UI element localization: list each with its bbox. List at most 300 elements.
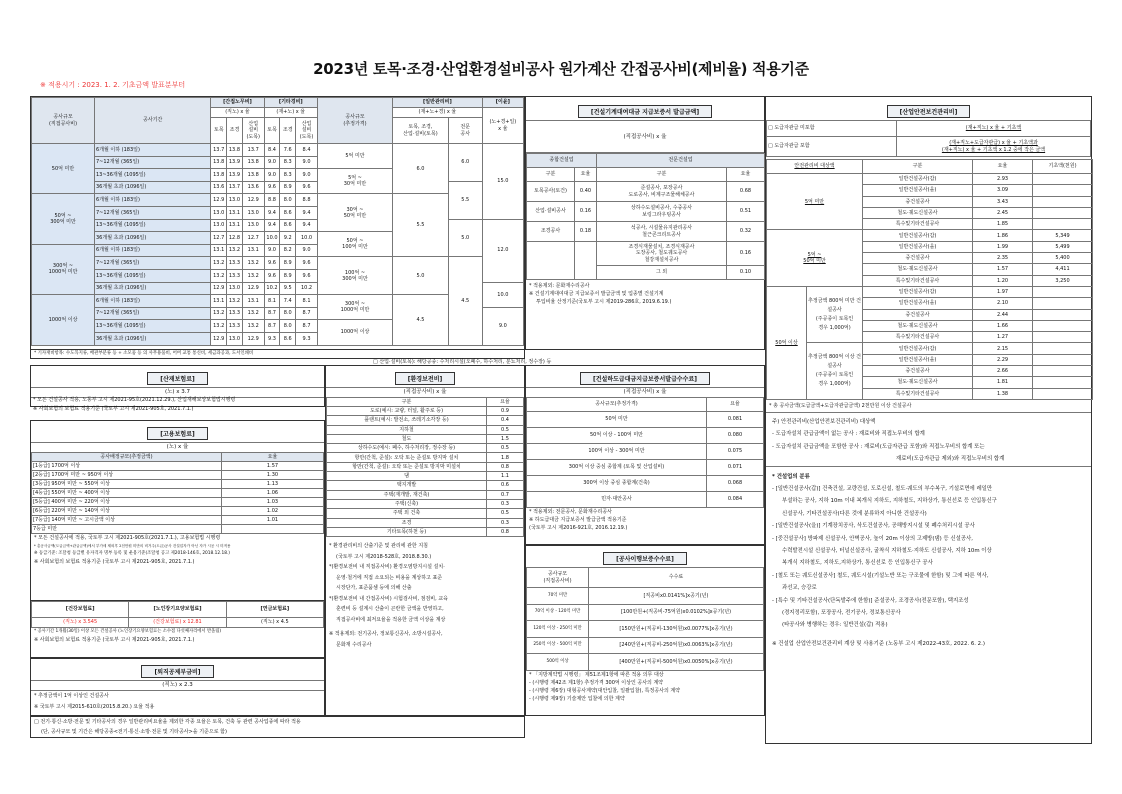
scale-cell: 민자·대안공사 <box>527 492 707 508</box>
special-rate: 5.5 <box>448 181 482 219</box>
sanjae-formula: (노) x 3.7 <box>31 387 324 398</box>
env-note: 훈련비 등 설계시 산출이 곤란한 금액을 반영하고, <box>336 606 444 613</box>
general-rate: 5.5 <box>393 194 449 257</box>
rate-header: 요율 <box>575 168 597 182</box>
environment-section <box>325 365 525 716</box>
sub-target-cell: 추정금액 800억 이상 건설공사 (주공종이 토목인 경우 1,000억) <box>807 343 863 399</box>
rate-value: 12.9 <box>211 282 227 295</box>
subcontract-row <box>527 492 764 508</box>
rate-value: 8.3 <box>280 156 296 169</box>
col-general-civil: 토목, 조경, 산업·설비(토목) <box>393 118 449 144</box>
env-title: [환경보전비] <box>395 372 455 385</box>
equipment-rate-table <box>526 153 765 280</box>
retire-title: [퇴직공제부금비] <box>141 665 213 678</box>
subcon-rate-header: 요율 <box>707 398 764 412</box>
classification-list <box>766 483 1091 632</box>
env-note: 시장단가, 표준품셈 등에 의해 산출 <box>336 585 412 592</box>
gubun-header: 구분 <box>527 168 575 182</box>
target-cell: 50억 이상 <box>767 286 807 399</box>
scale-cell: 100억 이상 - 300억 미만 <box>527 444 707 460</box>
col-civil-2: 토목 <box>264 118 280 144</box>
rate-value: 13.6 <box>211 181 227 194</box>
period-cell: 6개월 이하 (183일) <box>95 244 211 257</box>
fee-cell: [직공비x0.0141%]x공기(년) <box>589 588 764 605</box>
rate-value: 13.6 <box>242 181 264 194</box>
rate-value: 13.2 <box>242 257 264 270</box>
employment-row <box>32 507 324 516</box>
rate-header-2: 요율 <box>727 168 765 182</box>
rate-cell: 0.071 <box>707 460 764 476</box>
rate-value: 13.8 <box>211 169 227 182</box>
classification-line: (경지정리포함), 포장공사, 전기공사, 정보통신공사 <box>782 610 901 617</box>
classification-line: 복개식 지하철도, 지하도,지하상가, 통신선로 등 인입통신구 공사 <box>782 560 933 567</box>
pension-formula: (직노) x 4.5 <box>226 618 323 628</box>
base-cell: 4,411 <box>1033 264 1093 275</box>
equipment-title: [건설기계대여대금 지급보증서 발급금액] <box>526 97 764 121</box>
rate-value: 12.9 <box>242 282 264 295</box>
rate-value: 9.0 <box>264 244 280 257</box>
rate-value: 8.7 <box>296 307 318 320</box>
perf-fee-header: 수수료 <box>589 568 764 588</box>
rate-cell: 2.44 <box>973 309 1033 320</box>
rate-value: 8.9 <box>280 269 296 282</box>
base-cell <box>1033 343 1093 354</box>
rate-value: 12.7 <box>242 232 264 245</box>
rate-value: 8.0 <box>280 320 296 333</box>
rate-value: 9.6 <box>264 269 280 282</box>
rate-cell: 1.02 <box>222 507 324 516</box>
rate-value: 10.0 <box>296 232 318 245</box>
env-type: 상하수도(예시: 폐수, 하수처리장, 정수장 등) <box>327 444 487 453</box>
target-cell: 5억 ~ 50억 미만 <box>767 230 863 286</box>
type-cell: 특수및기타건설공사 <box>863 275 973 286</box>
general-rate: 6.0 <box>393 144 449 194</box>
safety-para-1: 주) 안전관리비(산업안전보건관리비) 대상액 <box>772 418 876 425</box>
safety-formula-table <box>766 120 1091 157</box>
special-rate: 4.5 <box>448 257 482 345</box>
rate-value: 13.0 <box>242 219 264 232</box>
rate-value: 13.2 <box>227 244 243 257</box>
rate-value: 13.0 <box>227 282 243 295</box>
rate-value: 8.6 <box>280 332 296 345</box>
employment-row <box>32 462 324 471</box>
scale-cell: 50억 미만 <box>32 144 95 194</box>
rate-value: 9.4 <box>296 219 318 232</box>
env-row <box>327 509 524 518</box>
period-header: 공사기간 <box>95 98 211 144</box>
safety-para-3: - 도급자설치 관급금액을 포함한 공사 : 재료비(도급자관급 포함)와 직접노무비의 합계 또는 <box>772 443 985 450</box>
rate-cell: 2.93 <box>973 174 1033 185</box>
target-cell: 5억 미만 <box>767 174 863 230</box>
env-type: 댐 <box>327 472 487 481</box>
rate-value: 13.0 <box>211 206 227 219</box>
env-rate: 0.3 <box>487 518 524 527</box>
profit-rate: 15.0 <box>482 144 523 220</box>
type-cell: 철도·궤도신설공사 <box>863 320 973 331</box>
rate-value: 10.0 <box>264 232 280 245</box>
grade-cell: 7등급 미만 <box>32 525 222 534</box>
goyong-title: [고용보험료] <box>147 427 207 440</box>
general-formula: (재+노+경) x 율 <box>393 108 483 118</box>
env-note: * 환경관리비의 산출기준 및 관리에 관한 지침 <box>329 543 428 550</box>
rate-value: 13.3 <box>227 257 243 270</box>
rate-value: 7.4 <box>280 295 296 308</box>
ltc-formula: (건강보험료) x 12.81 <box>129 618 226 628</box>
rate-value: 9.3 <box>264 332 280 345</box>
environment-rate-table <box>326 397 524 537</box>
rate-value: 13.2 <box>211 257 227 270</box>
env-note: *(환경보전비 내 간접공사비) 시험검사비, 점검비, 교육 <box>329 595 448 602</box>
env-rate: 0.9 <box>487 407 524 416</box>
rate-value: 8.1 <box>264 295 280 308</box>
perf-title: [공사이행보증수수료] <box>603 552 687 565</box>
rate-value: 13.0 <box>211 219 227 232</box>
rate-cell: 1.99 <box>973 241 1033 252</box>
bottom-note-1: □ 전기·통신·소방·전문 및 기타공사의 경우 일반관리비요율을 제외한 각종 요율은 토목, 건축 등 관련 공사업종에 따라 적용 <box>34 719 301 725</box>
profit-header: [이윤] <box>482 98 523 108</box>
sub-target-cell: 추정금액 800억 미만 건설공사 (주공종이 토목인 경우 1,000억) <box>807 286 863 342</box>
general-rate: 4.5 <box>393 295 449 345</box>
sanjae-note-2: ※ 사회보험의 보험료 적용기준 (국토부 고시 제2021-905호, 2021.7.1.) <box>33 406 194 412</box>
retire-note-2: ※ 국토부 고시 제2015-610호(2015.8.20.) 요율 적용 <box>34 704 155 710</box>
rate-cell: 1.20 <box>973 275 1033 286</box>
rate-value: 10.2 <box>264 282 280 295</box>
rate-value: 9.4 <box>264 219 280 232</box>
spec-rate: 0.16 <box>727 242 765 266</box>
rate-value: 9.0 <box>264 156 280 169</box>
period-cell: 36개월 초과 (1096일) <box>95 181 211 194</box>
rate-value: 13.8 <box>227 144 243 157</box>
fee-cell: [100만원+(직공비-75억원)x0.0102%]x공기(년) <box>589 604 764 621</box>
period-cell: 6개월 이하 (183일) <box>95 144 211 157</box>
env-type: 지하철 <box>327 425 487 434</box>
classification-line: 신설공사, 기타건설공사(다른 것에 분류하지 아니한 건설공사) <box>782 510 927 517</box>
rate-value: 12.7 <box>211 232 227 245</box>
rate-value: 12.9 <box>211 194 227 207</box>
env-type: 항만(간척, 준설): 오탁 또는 준설토 방지막 미설치 <box>327 462 487 471</box>
main-note-2: □ 산업·설비(토목): 해당공종: 수처리시설(오폐수, 하수처리, 분뇨처리, 정수장) 등 <box>373 359 552 365</box>
health-table <box>31 601 324 628</box>
rate-value: 8.0 <box>280 307 296 320</box>
rate-value: 13.0 <box>227 332 243 345</box>
goyong-rate-header: 요율 <box>222 453 324 462</box>
grade-cell: [4등급] 550억 미만 ~ 400억 이상 <box>32 489 222 498</box>
subcontract-guarantee-section <box>525 365 765 545</box>
rate-value: 9.0 <box>296 244 318 257</box>
rate-value: 9.5 <box>280 282 296 295</box>
health-formula: (직노) x 3.545 <box>32 618 129 628</box>
rate-cell: 1.38 <box>973 388 1033 399</box>
main-rate-table <box>30 96 525 350</box>
rate-value: 13.3 <box>227 320 243 333</box>
rate-value: 13.2 <box>227 295 243 308</box>
scale-cell: 300억 이상 중심 종합계(건축) <box>527 476 707 492</box>
rate-value: 13.3 <box>227 307 243 320</box>
goyong-formula: (노) x 율 <box>31 442 324 452</box>
rate-value: 13.8 <box>242 169 264 182</box>
scale-cell: 500억 이상 <box>527 654 589 671</box>
safety-note: * 총 공사금액(도급금액+도급자관급금액) 2천만원 이상 건설공사 <box>766 400 1091 413</box>
scale2-cell: 1000억 이상 <box>317 320 392 345</box>
env-row <box>327 425 524 434</box>
rate-value: 13.9 <box>227 156 243 169</box>
perf-row <box>527 654 764 671</box>
subcontract-row <box>527 412 764 428</box>
performance-bond-section <box>525 545 765 716</box>
employment-rate-table <box>31 452 324 534</box>
rate-cell: 1.57 <box>973 264 1033 275</box>
rate-cell: 0.080 <box>707 428 764 444</box>
env-rate: 0.4 <box>487 416 524 425</box>
type-cell: 일반건설공사(을) <box>863 241 973 252</box>
scale-cell: 70억 이상 - 120억 미만 <box>527 604 589 621</box>
safety-row <box>767 174 1093 185</box>
type-cell: 일반건설공사(갑) <box>863 174 973 185</box>
rate-value: 9.0 <box>296 169 318 182</box>
employment-row <box>32 525 324 534</box>
rate-row <box>32 144 524 157</box>
perf-note-2: - (시행령 제42조 제1항) 추정가격 300억 이상인 공사의 계약 <box>529 679 664 686</box>
rate-value: 13.2 <box>242 307 264 320</box>
special-rate: 6.0 <box>448 144 482 182</box>
env-rate: 0.6 <box>487 481 524 490</box>
subcon-note-1: * 적용제외: 전문공사, 문화재수리공사 <box>529 509 612 515</box>
safety-para-4: 재료비(도급자관급 제외)와 직접노무비의 합계 <box>766 453 1091 466</box>
type-cell: 일반건설공사(갑) <box>863 230 973 241</box>
env-type: 택지개발 <box>327 481 487 490</box>
env-row <box>327 453 524 462</box>
classification-line: - [중건설공사] 방파제 신설공사, 안벽공사, 높이 20m 이상의 고제방(댐) 등 신설공사, <box>772 535 973 542</box>
scale-cell: 50억 이상 - 100억 미만 <box>527 428 707 444</box>
other-formula: (재+노) x 율 <box>264 108 317 118</box>
indirect-cost-table <box>31 97 524 346</box>
col-general-special: 전문 공사 <box>448 118 482 144</box>
scale-cell: 300억 ~ 1000억 미만 <box>32 244 95 294</box>
env-rate: 1.1 <box>487 472 524 481</box>
type-cell: 특수및기타건설공사 <box>863 332 973 343</box>
ltc-title: [노인장기요양보험료] <box>129 602 226 618</box>
col-civil: 토목 <box>211 118 227 144</box>
gen-empty <box>527 242 575 280</box>
performance-fee-table <box>526 567 764 671</box>
col-industrial-2: 산업 설비 (도목) <box>296 118 318 144</box>
target-header: 안전관리비 대상액 <box>767 160 863 174</box>
classification-line: 수력발전시설 신설공사, 터널신설공사, 굴착식 지하철도·지하도 신설공사, 지하 10m 이상 <box>782 548 992 554</box>
spec-type: 준설공사, 포장공사 도로공사, 비계구조물해체공사 <box>597 182 727 202</box>
type-cell: 일반건설공사(을) <box>863 298 973 309</box>
rate-row <box>32 257 524 270</box>
rate-cell: 2.35 <box>973 253 1033 264</box>
rate-cell: 1.86 <box>973 230 1033 241</box>
grade-cell: [6등급] 220억 미만 ~ 140억 이상 <box>32 507 222 516</box>
bottom-note-2: (단, 공사규모 및 기간은 해당공종<전기·통신·소방·전문 및 기타공사>을 기준으로 함) <box>41 729 227 735</box>
goyong-note-1: * 모든 건설공사에 적용, 국토부 고시 제2021-905호(2021.7.1.), 고용보험법 시행령 <box>34 535 221 541</box>
rate-value: 13.7 <box>227 181 243 194</box>
goyong-note-2: * 총공사금액(도급금액+관급금액)에서 부가세 제외후 2천만원 미만의 비거주(도급)공사 건설업자가 아닌 자가 시공 시 미적용 <box>34 544 231 548</box>
period-cell: 6개월 이하 (183일) <box>95 295 211 308</box>
base-cell: 5,400 <box>1033 253 1093 264</box>
env-rate: 0.8 <box>487 462 524 471</box>
employment-row <box>32 498 324 507</box>
rate-cell: 1.85 <box>973 219 1033 230</box>
period-cell: 7~12개월 (365일) <box>95 307 211 320</box>
rate-value: 13.3 <box>227 269 243 282</box>
goyong-note-3: ※ 등급기준: 조달청 등급별 유자격자 명부 등록 및 운용기준(조달청 공고 제2018-146호, 2018.12.18.) <box>34 551 230 556</box>
base-cell <box>1033 320 1093 331</box>
rate-value: 8.3 <box>280 169 296 182</box>
env-rate: 1.8 <box>487 453 524 462</box>
gen-rate: 0.40 <box>575 182 597 202</box>
profit-formula: (노+경+일) x 율 <box>482 108 523 144</box>
period-cell: 7~12개월 (365일) <box>95 206 211 219</box>
subcon-formula: (직접공사비) x 율 <box>526 387 764 397</box>
rate-value: 8.6 <box>280 219 296 232</box>
rate-value: 8.7 <box>264 320 280 333</box>
rate-value: 13.0 <box>227 194 243 207</box>
rate-value: 13.8 <box>242 156 264 169</box>
scale-cell: 50억 미만 <box>527 412 707 428</box>
rate-value: 8.9 <box>280 257 296 270</box>
type-cell: 철도·궤도신설공사 <box>863 264 973 275</box>
rate-value: 13.1 <box>227 206 243 219</box>
env-rate: 0.5 <box>487 509 524 518</box>
health-title: [건강보험료] <box>32 602 129 618</box>
rate-value: 8.7 <box>264 307 280 320</box>
rate-value: 13.8 <box>211 156 227 169</box>
period-cell: 13~36개월 (1095일) <box>95 320 211 333</box>
rate-value: 9.0 <box>296 156 318 169</box>
rate-value: 13.1 <box>227 219 243 232</box>
rate-value: 13.1 <box>211 295 227 308</box>
rate-value: 13.2 <box>242 320 264 333</box>
subcon-title: [건설하도급대금지급보증서발급수수료] <box>580 372 710 385</box>
type-cell: 철도·궤도신설공사 <box>863 377 973 388</box>
rate-value: 9.6 <box>296 181 318 194</box>
env-row <box>327 462 524 471</box>
scale-cell: 50억 ~ 300억 미만 <box>32 194 95 244</box>
sanjae-note-1: * 모든 건설공사 적용, 노동부 고시 제2021-95호(2021.12.29.), 산업재해보상보험법시행령 <box>33 397 236 403</box>
env-rate-header: 요율 <box>487 398 524 407</box>
env-note: ※ 적용제외: 전기공사, 정보통신공사, 소방시설공사, <box>329 631 443 638</box>
base-cell <box>1033 207 1093 218</box>
rate-value: 8.2 <box>280 244 296 257</box>
grade-cell: [1등급] 1700억 이상 <box>32 462 222 471</box>
classification-line: 과선교, 승강로 <box>782 585 817 592</box>
rate-cell: 2.10 <box>973 298 1033 309</box>
base-amount-header: 기초액(천원) <box>1033 160 1093 174</box>
perf-note-1: * 「지방계약법 시행령」 제51조제1항에 따른 적용 의무 대상 <box>529 671 664 678</box>
base-cell: 5,349 <box>1033 230 1093 241</box>
spec-type: 그 외 <box>597 266 727 280</box>
env-rate: 0.5 <box>487 425 524 434</box>
period-cell: 36개월 초과 (1096일) <box>95 332 211 345</box>
goyong-note-4: ※ 사회보험의 보험료 적용기준 (국토부 고시 제2021-905호, 2021.7.1.) <box>34 559 195 565</box>
subcontract-row <box>527 444 764 460</box>
employment-row <box>32 489 324 498</box>
special-rate: 5.0 <box>448 219 482 257</box>
fee-cell: [240만원+(직공비-250억원)x0.0063%]x공기(년) <box>589 637 764 654</box>
period-cell: 13~36개월 (1095일) <box>95 269 211 282</box>
env-row <box>327 518 524 527</box>
env-type: 주택 외 건축 <box>327 509 487 518</box>
gen-rate: 0.18 <box>575 222 597 242</box>
rate-value: 13.1 <box>242 295 264 308</box>
base-cell <box>1033 219 1093 230</box>
spec-type: 상하수도설비공사, 수중공사 보링그라우팅공사 <box>597 202 727 222</box>
base-cell <box>1033 174 1093 185</box>
env-rate: 0.7 <box>487 490 524 499</box>
rate-value: 13.1 <box>242 244 264 257</box>
env-rate: 0.3 <box>487 499 524 508</box>
rate-cell <box>222 525 324 534</box>
rate-cell: 1.81 <box>973 377 1033 388</box>
rate-cell: 1.57 <box>222 462 324 471</box>
rate-cell: 1.03 <box>222 498 324 507</box>
base-cell: 3,250 <box>1033 275 1093 286</box>
env-note: (국토부 고시 제2018-528호, 2018.8.30.) <box>336 553 432 560</box>
base-cell <box>1033 377 1093 388</box>
equipment-formula: (직접공사비) x 율 <box>526 121 764 153</box>
spec-type: 석공사, 시설물유지관리공사 철근콘크리트공사 <box>597 222 727 242</box>
formula-1: (재+직노) x 율 + 기초액 <box>897 121 1091 137</box>
period-cell: 6개월 이하 (183일) <box>95 194 211 207</box>
env-rate: 0.5 <box>487 444 524 453</box>
period-cell: 36개월 초과 (1096일) <box>95 282 211 295</box>
retirement-deduction-section <box>30 658 325 716</box>
rate-value: 8.1 <box>296 295 318 308</box>
subcontract-row <box>527 460 764 476</box>
spec-rate: 0.51 <box>727 202 765 222</box>
indirect-labor-header: [간접노무비] <box>211 98 264 108</box>
env-type: 주택(재개발, 재건축) <box>327 490 487 499</box>
perf-note-3: - (시행령 제6장) 대형공사계약(대안입찰, 일괄입찰), 특정공사의 계약 <box>529 687 681 694</box>
spec-rate: 0.32 <box>727 222 765 242</box>
other-expense-header: [기타경비] <box>264 98 317 108</box>
classification-line: - [일반건설공사(갑)] 건축건설, 교량건설, 도로신설, 철도·궤도의 부수복구, 기설로면에 레일만 <box>772 485 993 492</box>
safety-title: [산업안전보건관리비] <box>766 97 1091 120</box>
col-landscape: 조경 <box>227 118 243 144</box>
subcon-note-2: ※ 하도급대금 지급보증서 발급금액 적용기준 <box>529 517 627 523</box>
env-row <box>327 416 524 425</box>
spec-rate: 0.10 <box>727 266 765 280</box>
rate-cell: 3.09 <box>973 185 1033 196</box>
rate-value: 13.2 <box>211 307 227 320</box>
rate-cell: 3.43 <box>973 196 1033 207</box>
profit-rate: 10.0 <box>482 282 523 307</box>
env-row <box>327 481 524 490</box>
period-cell: 7~12개월 (365일) <box>95 156 211 169</box>
perf-note-4: - (시행령 제9장) 기술제안 입찰에 의한 계약 <box>529 695 625 702</box>
option-no-subcontract: □ 도급자관급 미포함 <box>767 121 897 137</box>
safety-row <box>767 343 1093 354</box>
retire-note-1: * 추정금액이 1억 이상인 건설공사 <box>34 693 109 699</box>
subcon-scale-header: 공사규모(추정가격) <box>527 398 707 412</box>
env-type: 항만(간척, 준설): 오탁 또는 준설토 방지막 설치 <box>327 453 487 462</box>
health-note-2: ※ 사회보험의 보험료 적용기준 (국토부 고시 제2021-905호, 2021.7.1.) <box>34 637 195 643</box>
perf-scale-header: 공사규모 (직접공사비) <box>527 568 589 588</box>
rate-value: 9.4 <box>296 206 318 219</box>
type-cell: 특수및기타건설공사 <box>863 219 973 230</box>
perf-row <box>527 621 764 638</box>
subcontract-rate-table <box>526 397 764 508</box>
rate-value: 8.8 <box>264 194 280 207</box>
grade-cell: [2등급] 1700억 미만 ~ 950억 이상 <box>32 471 222 480</box>
employment-row <box>32 480 324 489</box>
classification-line: (타공사와 병행하는 경우: 일반건설(갑) 적용) <box>782 622 888 629</box>
rate-value: 10.2 <box>296 282 318 295</box>
safety-management-section <box>765 96 1092 744</box>
subcontract-row <box>527 476 764 492</box>
